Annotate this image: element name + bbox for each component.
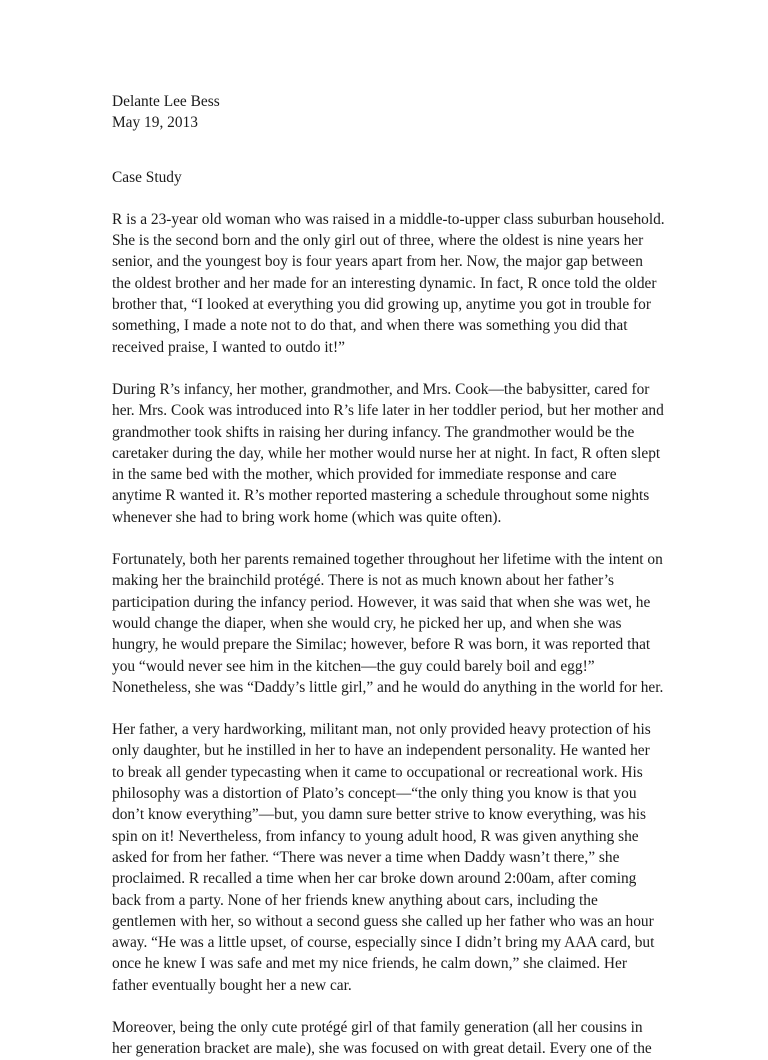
document-title: Case Study xyxy=(112,168,182,186)
paragraph-2: During R’s infancy, her mother, grandmother, and Mrs. Cook—the babysitter, cared for her. Mrs. Cook was introduced into R’s life later in her toddler period, but her mother and grandmother took shifts in raising her during infancy. The grandmother would be the caretaker during the day, while her mother would nurse her at night. In fact, R often slept in the same bed with the mother, which provided for immediate response and care anytime R wanted it. R’s mother reported mastering a schedule throughout some nights whenever she had to bring work home (which was quite often). xyxy=(112,380,664,526)
paragraph-3: Fortunately, both her parents remained together throughout her lifetime with the intent on making her the brainchild protégé. There is not as much known about her father’s participation during the infancy period. However, it was said that when she was wet, he would change the diaper, when she would cry, he picked her up, and when she was hungry, he would prepare the Similac; however, before R was born, it was reported that you “would never see him in the kitchen—the guy could barely boil and egg!” Nonetheless, she was “Daddy’s little girl,” and he would do anything in the world for her. xyxy=(112,551,664,696)
paragraph-1: R is a 23-year old woman who was raised in a middle-to-upper class suburban household. She is the second born and the only girl out of three, where the oldest is nine years her senior, and the youngest boy is four years apart from her. Now, the major gap between the oldest brother and her made for an interesting dynamic. In fact, R once told the older brother that, “I looked at everything you did growing up, anytime you got in trouble for something, I made a note not to do that, and when there was something you did that received praise, I wanted to outdo it!” xyxy=(112,210,665,356)
document-date: May 19, 2013 xyxy=(112,114,198,132)
paragraph-5: Moreover, being the only cute protégé girl of that family generation (all her cousins in her generation bracket are male), she was focused on with great detail. Every one of the xyxy=(112,1018,652,1058)
author-name: Delante Lee Bess xyxy=(112,93,220,110)
paragraph-4: Her father, a very hardworking, militant man, not only provided heavy protection of his only daughter, but he instilled in her to have an independent personality. He wanted her to break all gender typecasting when it came to occupational or recreational work. His philosophy was a distortion of Plato’s concept—“the only thing you know is that you don’t know everything”—but, you damn sure better strive to know everything, was his spin on it! Nevertheless, from infancy to young adult hood, R was given anything she asked for from her father. “There was never a time when Daddy wasn’t there,” she proclaimed. R recalled a time when her car broke down around 2:00am, after coming back from a party. None of her friends knew anything about cars, including the gentlemen with her, so without a second guess she called up her father who was an hour away. “He was a little upset, of course, especially since I didn’t bring my AAA card, but once he knew I was safe and met my nice friends, he calm down,” she claimed. Her father eventually bought her a new car. xyxy=(112,721,655,994)
